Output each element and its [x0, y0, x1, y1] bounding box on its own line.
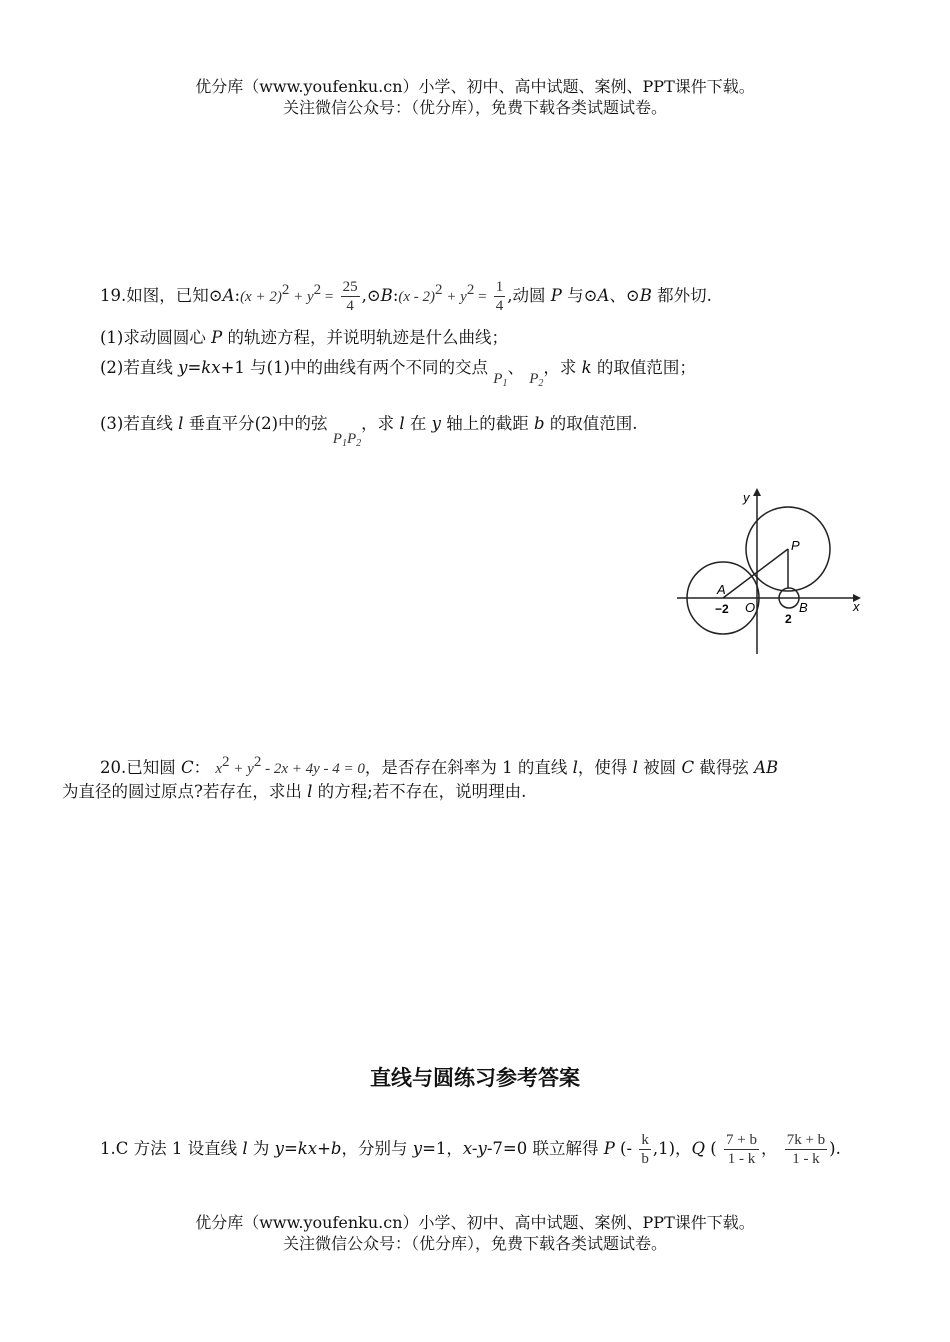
- point-p2: $P_2$: [529, 371, 544, 389]
- label-p: P: [791, 538, 800, 553]
- header-line-1: 优分库（www.youfenku.cn）小学、初中、高中试题、案例、PPT课件下载。: [195, 77, 755, 96]
- page-header: [0, 76, 950, 118]
- segment-ap: [723, 549, 788, 598]
- label-y: y: [743, 490, 750, 505]
- q19-part-1: (1)求动圆圆心 P 的轨迹方程，并说明轨迹是什么曲线；: [100, 328, 508, 347]
- q19-part-2: (2)若直线 y=kx+1 与(1)中的曲线有两个不同的交点 $P_1$、 $P_2$，求 k 的取值范围；: [100, 358, 696, 389]
- q20-statement-line-2: 为直径的圆过原点?若存在，求出 l 的方程;若不存在，说明理由.: [62, 782, 527, 801]
- footer-line-1: 优分库（www.youfenku.cn）小学、初中、高中试题、案例、PPT课件下载。: [195, 1213, 755, 1232]
- circles-figure: [675, 482, 875, 662]
- header-line-2: 关注微信公众号：（优分库），免费下载各类试题试卷。: [282, 98, 667, 117]
- fraction-1-over-4: $\frac{1}{4}$: [495, 279, 504, 314]
- q19-statement: 19.如图，已知⊙A:(x + $2)^2 + y^2$ = $\frac{25}{4}$ ,⊙B:(x - $2)^2 + y^2$ = $\frac{1}{4}$ ,动圆 P 与⊙A、⊙B 都外切.: [100, 279, 712, 314]
- answer-1: 1.C 方法 1 设直线 l 为 y=kx+b，分别与 y=1，x-y-7=0 联立解得 P (- $\frac{k}{b}$ ,1)，Q ( $\frac{7 + b}{1 - k}$ ， $\frac{7k + b}{1 - k}$ ).: [100, 1132, 841, 1167]
- label-a: A: [717, 582, 726, 597]
- chord-p1p2: $P_1P_2$: [332, 431, 362, 449]
- fraction-q-y: $\frac{7k + b}{1 - k}$: [786, 1132, 826, 1167]
- tick-neg2: −2: [715, 602, 729, 616]
- answers-title: 直线与圆练习参考答案: [370, 1066, 580, 1090]
- point-p1: $P_1$: [493, 371, 508, 389]
- y-axis-arrow: [753, 488, 761, 496]
- fraction-k-over-b: $\frac{k}{b}$: [641, 1132, 649, 1167]
- label-x: x: [853, 599, 860, 614]
- fraction-25-over-4: $\frac{25}{4}$: [342, 279, 358, 314]
- page-footer: [0, 1212, 950, 1254]
- footer-line-2: 关注微信公众号：（优分库），免费下载各类试题试卷。: [282, 1234, 667, 1253]
- fraction-q-x: $\frac{7 + b}{1 - k}$: [725, 1132, 757, 1167]
- label-b: B: [799, 600, 808, 615]
- q20-statement-line-1: 20.已知圆 C： $x^2 + y^2 - 2x + 4y - 4 = 0$，是否存在斜率为 1 的直线 l，使得 l 被圆 C 截得弦 AB: [100, 754, 779, 777]
- tick-2: 2: [785, 612, 792, 626]
- label-o: O: [745, 600, 756, 615]
- q19-part-3: (3)若直线 l 垂直平分(2)中的弦 $P_1P_2$，求 l 在 y 轴上的截距 b 的取值范围.: [100, 414, 638, 449]
